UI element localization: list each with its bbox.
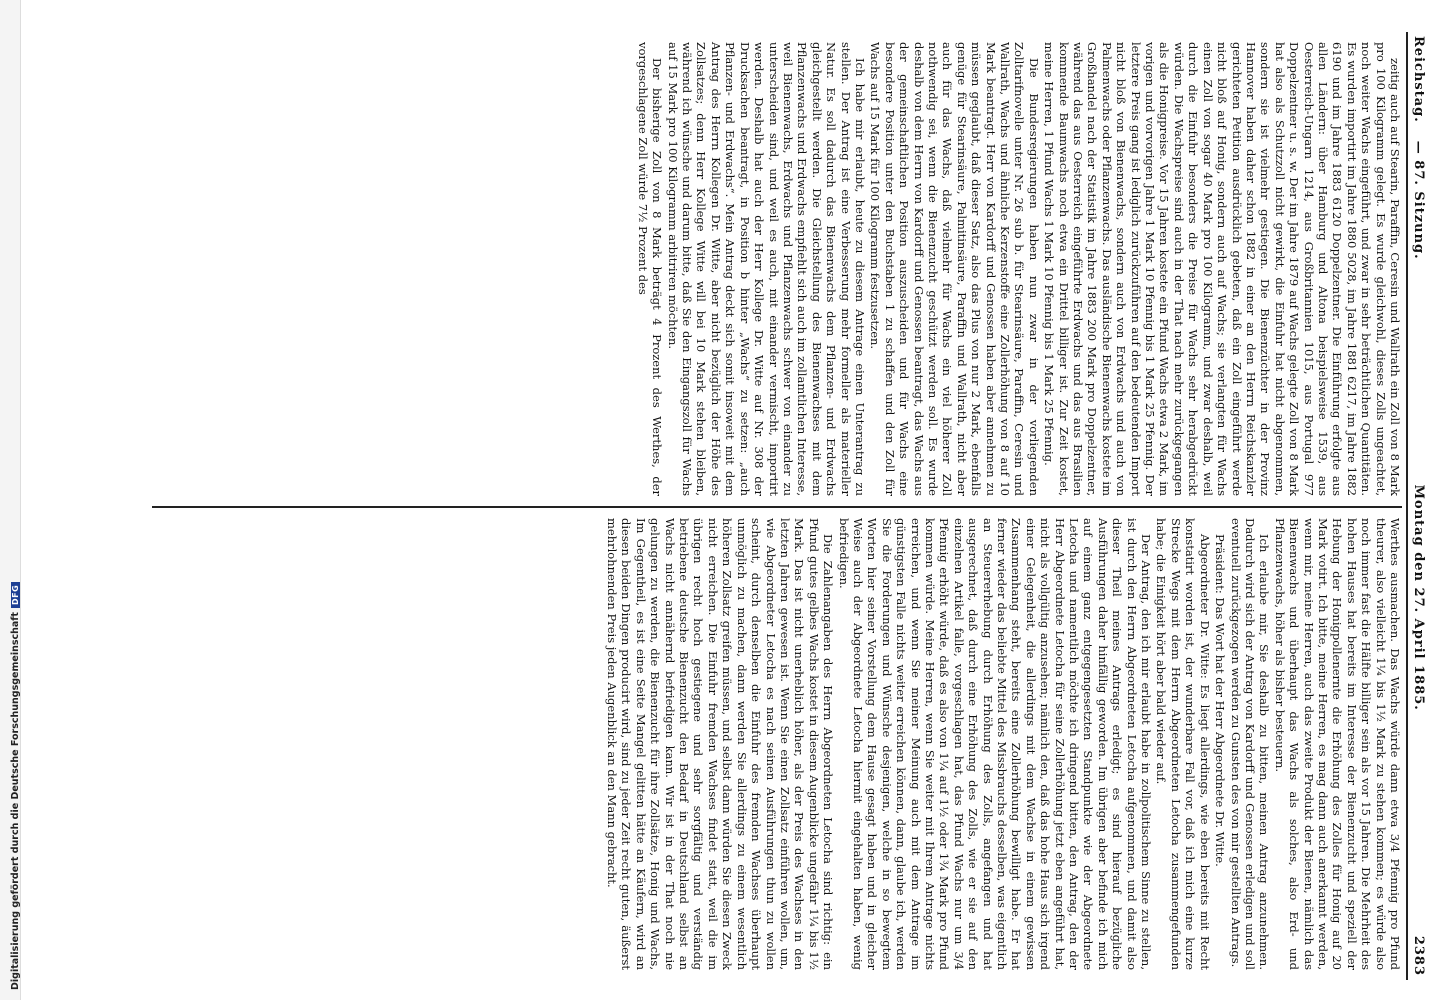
right-paragraph-1: Werthes ausmachen. Das Wachs würde dann etwa 3/4 Pfennig pro Pfund theurer, also vielleicht 1¼ bis 1½ Mark zu stehen kommen; es würde also noch immer fast die Hälfte billiger sein als vor 15 Jahren. Die Mehrheit des hohen Hauses hat bereits im Interesse der Bienenzucht und speziell der Hebung der Honigpollenernte die Erhöhung des Zolles für Honig auf 20 Mark votirt. Ich bitte, meine Herren, es mag dann auch anerkannt werden, wenn mir, meine Herren, auch das zweite Produkt der Bienen, nämlich das Bienenwachs und überhaupt das Wachs als solches, also Erd- und Pflanzenwachs, höher als bisher besteuern. [1272, 518, 1402, 970]
left-paragraph-1: zeitig auch auf Stearin, Paraffin, Ceresin und Wallrath ein Zoll von 8 Mark pro 100 Kilogramm gelegt. Es wurde gleichwohl, dieses Zolls ungeachtet, noch weiter Wachs eingeführt, und zwar in sehr beträchtlichen Quantitäten. Es wurden importirt im Jahre 1880 5028, im Jahre 1881 6217, im Jahre 1882 6190 und im Jahre 1883 6120 Doppelzentner. Die Einführung erfolgte aus allen Ländern: über Hamburg und Altona beispielsweise 1539, aus Oesterreich-Ungarn 1214, aus Großbritannien 1015, aus Portugal 977 Doppelzentner u. s. w. Der im Jahre 1879 auf Wachs gelegte Zoll von 8 Mark hat also als Schutzzoll nicht gewirkt, die Einfuhr hat nicht abgenommen, sondern sie ist vielmehr gestiegen. Die Bienenzüchter in der Provinz Hannover haben daher schon 1882 in einer an den Herrn Reichskanzler gerichteten Petition ausdrücklich gebeten, daß ein Zoll eingeführt werde nicht bloß auf Honig, sondern auch auf Wachs; sie verlangten für Wachs einen Zoll von sogar 40 Mark pro 100 Kilogramm, und zwar deshalb, weil durch die Einfuhr besonders die Preise für Wachs sehr herabgedrückt würden. Die Wachspreise sind auch in der That nach mehr zurückgegangen als die Honigpreise. Vor 15 Jahren kostete ein Pfund Wachs etwa 2 Mark, im vorigen und vorvorigen Jahre 1 Mark 10 Pfennig bis 1 Mark 25 Pfennig. Der letztere Preis gang ist lediglich zurückzuführen auf den bedeutenden Import nicht bloß von Bienenwachs, sondern auch von Erdwachs und auch von Palmenwachs oder Pflanzenwachs. Das ausländische Bienenwachs kostete im Großhandel nach der Statistik im Jahre 1883 200 Mark pro Doppelzentner, während das aus Oesterreich eingeführte Erdwachs und das aus Brasilien kommende Baumwachs noch etwa ein Drittel billiger ist. Zur Zeit kostet, meine Herren, 1 Pfund Wachs 1 Mark 10 Pfennig bis 1 Mark 25 Pfennig. [1042, 42, 1402, 496]
scanned-page [100, 22, 1430, 990]
right-paragraph-2: Ich erlaube mir, Sie deshalb zu bitten, meinen Antrag anzunehmen. Dadurch wird sich der Antrag von Kardorff und Genossen erledigen und soll eventuell zurückgezogen werden zu Gunsten des von mir gestellten Antrags. [1228, 518, 1272, 970]
left-paragraph-2: Die Bundesregierungen haben nun zwar in der vorliegenden Zolltarifnovelle unter Nr. 26 sub b. für Stearinsäure, Paraffin, Ceresin und Wallrath, Wachs und ähnliche Kerzenstoffe eine Zollerhöhung von 8 auf 10 Mark beantragt. Herr von Kardorff und Genossen haben aber annehmen zu müssen geglaubt, daß dieser Satz, also das Plus von nur 2 Mark, ebenfalls genüge für Stearinsäure, Palmitinsäure, Paraffin und Wallrath, nicht aber auch für das Wachs, daß vielmehr für Wachs ein viel höherer Zoll nothwendig sei, wenn die Bienenzucht geschützt werden soll. Es wurde deshalb von dem Herrn von Kardorff und Genossen beantragt, das Wachs aus der gemeinschaftlichen Position auszuscheiden und für Wachs eine besondere Position unter den Buchstaben 1 zu schaffen und den Zoll für Wachs auf 15 Mark für 100 Kilogramm festzusetzen. [868, 42, 1041, 496]
header-section: Reichstag. [1411, 36, 1426, 123]
text-columns [152, 32, 1402, 980]
right-column [152, 506, 1402, 980]
left-column [152, 32, 1402, 506]
rotated-page-content [100, 22, 1430, 990]
dfg-logo: DFG [11, 582, 20, 608]
page-header [1406, 32, 1430, 980]
header-session: — 87. Sitzung. [1411, 140, 1426, 260]
left-paragraph-3: Ich habe mir erlaubt, heute zu diesem Antrage einen Unterantrag zu stellen. Der Antrag ist eine Verbesserung mehr formeller als materieller Natur. Es soll dadurch das Bienenwachs dem Pflanzen- und Erdwachs gleichgestellt werden. Die Gleichstellung des Bienenwachses mit dem Pflanzenwachs und Erdwachs empfiehlt sich auch im zollamtlichen Interesse, weil Bienenwachs, Erdwachs und Pflanzenwachs schwer von einander zu unterscheiden sind, und weil es auch, mit einander vermischt, importirt werden. Deshalb hat auch der Herr Kollege Dr. Witte auf Nr. 308 der Drucksachen beantragt, in Position b hinter „Wachs“ zu setzen: „auch Pflanzen- und Erdwachs“. Mein Antrag deckt sich somit insoweit mit dem Antrag des Herrn Kollegen Dr. Witte, aber nicht bezüglich der Höhe des Zollsatzes; denn Herr Kollege Witte will bei 10 Mark stehen bleiben, während ich wünsche und darum bitte, daß Sie den Eingangszoll für Wachs auf 15 Mark pro 100 Kilogramm arbitriren möchten. [665, 42, 867, 496]
left-paragraph-4: Der bisherige Zoll von 8 Mark beträgt 4 Prozent des Werthes, der vorgeschlagene Zoll würde 7½ Prozent des [635, 42, 665, 496]
right-paragraph-6: Die Zahlenangaben des Herrn Abgeordneten Letocha sind richtig: ein Pfund gutes gelbes Wachs kostet in diesem Augenblicke ungefähr 1¼ bis 1½ Mark. Das ist nicht unerheblich höher, als der Preis des Wachses in den letzten Jahren gewesen ist. Wenn Sie einen Zollsatz einführen wollen, um, wie Abgeordneter Letocha es nach seinen Ausführungen thun zu wollen scheint, durch denselben die Einfuhr des fremden Wachses überhaupt unmöglich zu machen, dann werden Sie allerdings zu einem wesentlich höheren Zollsatz greifen müssen, und selbst dann würden Sie diesen Zweck nicht erreichen. Die Einfuhr fremden Wachses findet statt, weil die im übrigen recht hoch gestiegene und sehr sorgfältig und verständig betriebene deutsche Bienenzucht den Bedarf in Deutschland selbst an Wachs nicht annähernd befriedigen kann. Wir ist in der That noch nie gelungen zu werden, die Bienenzucht für ihre Zollsätze, Honig und Wachs, Im Gegentheil, es ist eine Seite Mangel gelitten hätte an Käufern, wird an diesen beiden Dingen producirt wird, sind zu jeder Zeit recht guten, äußerst mehrlohnenden Preis jeden Augenblick an den Mann gebracht. [605, 518, 836, 970]
page-number: 2383 [1411, 935, 1426, 976]
right-paragraph-4: Abgeordneter Dr. Witte: Es liegt allerdings, wie eben bereits mit Recht konstatirt worden ist, der wunderbare Fall vor, daß ich mich eine kurze Strecke Wegs mit dem Herrn Abgeordneten Letocha zusammengefunden habe; die Einigkeit hört aber bald wieder auf. [1154, 518, 1212, 970]
credit-text: Digitalisierung gefördert durch die Deutsche Forschungsgemeinschaft [10, 612, 21, 990]
digitization-credit [10, 582, 21, 990]
side-margin [0, 0, 21, 1000]
header-date: Montag den 27. April 1885. [1411, 484, 1426, 711]
right-paragraph-3: Präsident: Das Wort hat der Herr Abgeordnete Dr. Witte. [1213, 534, 1228, 867]
right-paragraph-5: Der Antrag, den ich mir erlaubt habe in zollpolitischem Sinne zu stellen, ist durch den Herrn Abgeordneten Letocha aufgenommen, und damit also dieser Theil meines Antrags erledigt; es sind hierauf bezügliche Ausführungen daher hinfällig geworden. Im übrigen aber befinde ich mich auf einem ganz entgegengesetzten Standpunkte wie der Abgeordnete Letocha und namentlich möchte ich dringend bitten, den Antrag, den der Herr Abgeordnete Letocha für seine Zollerhöhung jetzt eben angeführt hat, nicht als vollgültig anzusehen; nämlich den, daß das hohe Haus sich irgend einer Gelegenheit, die allerdings mit dem Wachse in einem gewissen Zusammenhang steht, bereits eine Zollerhöhung bewilligt habe. Er hat ferner wieder das beliebte Mittel des Missbrauchs desselben, was eigentlich an Steuererhebung durch Erhöhung des Zolls, angefangen und hat ausgerechnet, daß durch eine Erhöhung des Zolls, wie er sie auf den einzelnen Artikel falle, vorgeschlagen hat, das Pfund Wachs nur um 3/4 Pfennig erhöht würde, daß es also von 1¼ auf 1½ oder 1¾ Mark pro Pfund kommen würde. Meine Herren, wenn Sie weiter mit Ihrem Antrage nichts erreichen, und wenn Sie meiner Meinung auch mit dem Antrage im günstigsten Falle nichts weiter erreichen können, dann, glaube ich, werden Sie die Forderungen und Wünsche desjenigen, welche in so bewegtem Worten hier seiner Vorstellung dem Hause gesagt haben und in gleicher Weise auch der Abgeordnete Letocha hiermit eingehalten haben, wenig befriedigen. [836, 518, 1154, 970]
